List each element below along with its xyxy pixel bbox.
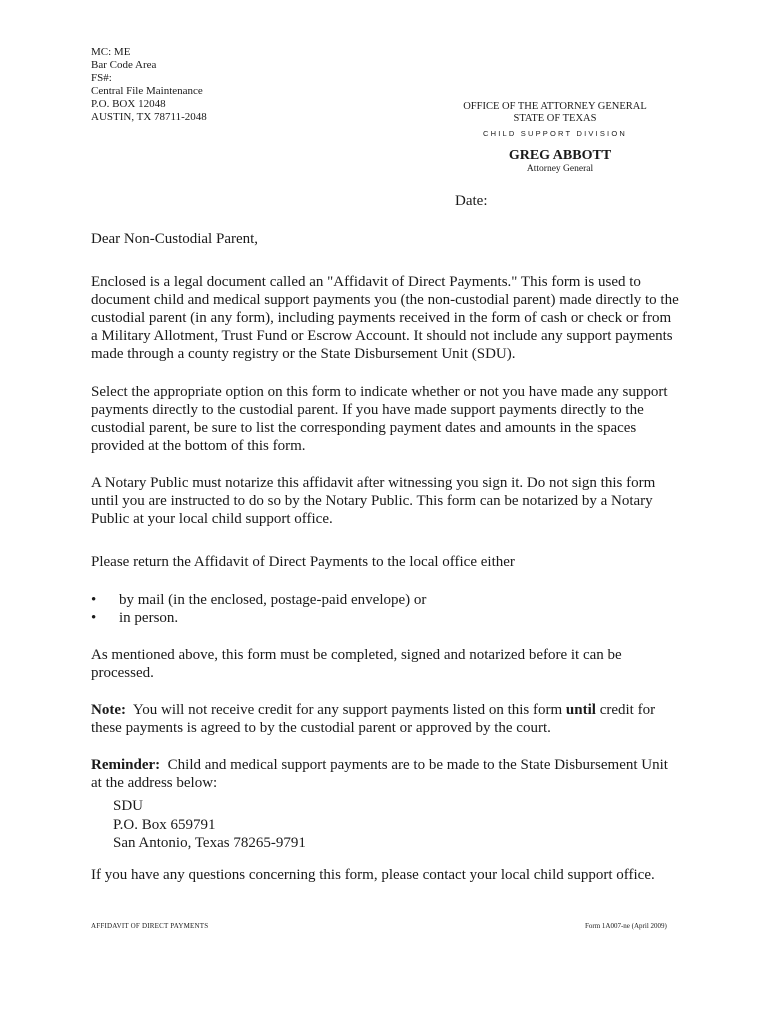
list-item [91, 591, 426, 609]
paragraph-text: As mentioned above, this form must be completed, signed and notarized before it can be processed. [91, 647, 622, 681]
address-line: Bar Code Area [91, 59, 157, 71]
paragraph-options [91, 383, 681, 455]
attorney-general-name: GREG ABBOTT [508, 148, 612, 163]
address-line: MC: ME [91, 46, 131, 58]
sdu-address-line: San Antonio, Texas 78265-9791 [113, 835, 306, 851]
footer-form-number: Form 1A007-ne (April 2009) [585, 922, 667, 930]
list-item [91, 609, 426, 627]
sdu-address [113, 797, 306, 853]
state-name: STATE OF TEXAS [513, 113, 597, 124]
reminder-label: Reminder: [91, 757, 161, 773]
bullet-icon: • [91, 610, 97, 626]
bullet-icon: • [91, 592, 97, 608]
note-paragraph [91, 701, 681, 737]
paragraph-intro [91, 273, 681, 363]
sdu-address-line: SDU [113, 798, 144, 814]
note-text-before: You will not receive credit for any support payments listed on this form [125, 702, 566, 718]
reminder-text: Child and medical support payments are to be made to the State Disbursement Unit at the address below: [91, 757, 672, 791]
paragraph-mentioned [91, 646, 681, 682]
paragraph-return [91, 553, 681, 571]
salutation: Dear Non-Custodial Parent, [91, 231, 259, 247]
return-address [91, 46, 207, 124]
address-line: AUSTIN, TX 78711-2048 [91, 111, 207, 123]
paragraph-text: Select the appropriate option on this form to indicate whether or not you have made any support payments directly to the custodial parent. If you have made support payments directly to the custodial parent, be sure to list the corresponding payment dates and amounts in the spaces provided at the bottom of this form. [91, 384, 668, 454]
office-name: OFFICE OF THE ATTORNEY GENERAL [463, 101, 647, 112]
footer-form-title: AFFIDAVIT OF DIRECT PAYMENTS [91, 922, 209, 930]
list-item-text: in person. [119, 610, 179, 626]
reminder-paragraph [91, 756, 681, 792]
sdu-address-line: P.O. Box 659791 [113, 816, 216, 833]
address-line: Central File Maintenance [91, 85, 203, 97]
note-emphasis: until [565, 702, 596, 718]
note-text-after: credit for these payments is agreed to by the custodial parent or approved by the court. [91, 702, 656, 736]
address-line: P.O. BOX 12048 [91, 98, 166, 110]
list-item-text: by mail (in the enclosed, postage-paid envelope) or [119, 592, 427, 608]
office-header [455, 101, 655, 140]
paragraph-text: A Notary Public must notarize this affidavit after witnessing you sign it. Do not sign this form until you are instructed to do so by the Notary Public. This form can be notarized by a Notary Public at your local child support office. [91, 475, 656, 527]
division-name: CHILD SUPPORT DIVISION [483, 129, 627, 138]
closing-paragraph: If you have any questions concerning this form, please contact your local child support office. [91, 867, 655, 883]
address-line: FS#: [91, 72, 112, 84]
paragraph-notary [91, 474, 681, 528]
note-label: Note: [91, 702, 126, 718]
paragraph-text: Enclosed is a legal document called an "Affidavit of Direct Payments." This form is used to document child and medical support payments you (the non-custodial parent) made directly to the custodial parent (in any form), including payments received in the form of cash or check or from a Military Allotment, Trust Fund or Escrow Account. It should not include any support payments made through a county registry or the State Disbursement Unit (SDU). [91, 274, 679, 362]
attorney-general-title: Attorney General [526, 164, 594, 174]
date-label: Date: [455, 193, 488, 209]
paragraph-text: Please return the Affidavit of Direct Payments to the local office either [91, 554, 515, 570]
return-options-list [91, 591, 426, 627]
